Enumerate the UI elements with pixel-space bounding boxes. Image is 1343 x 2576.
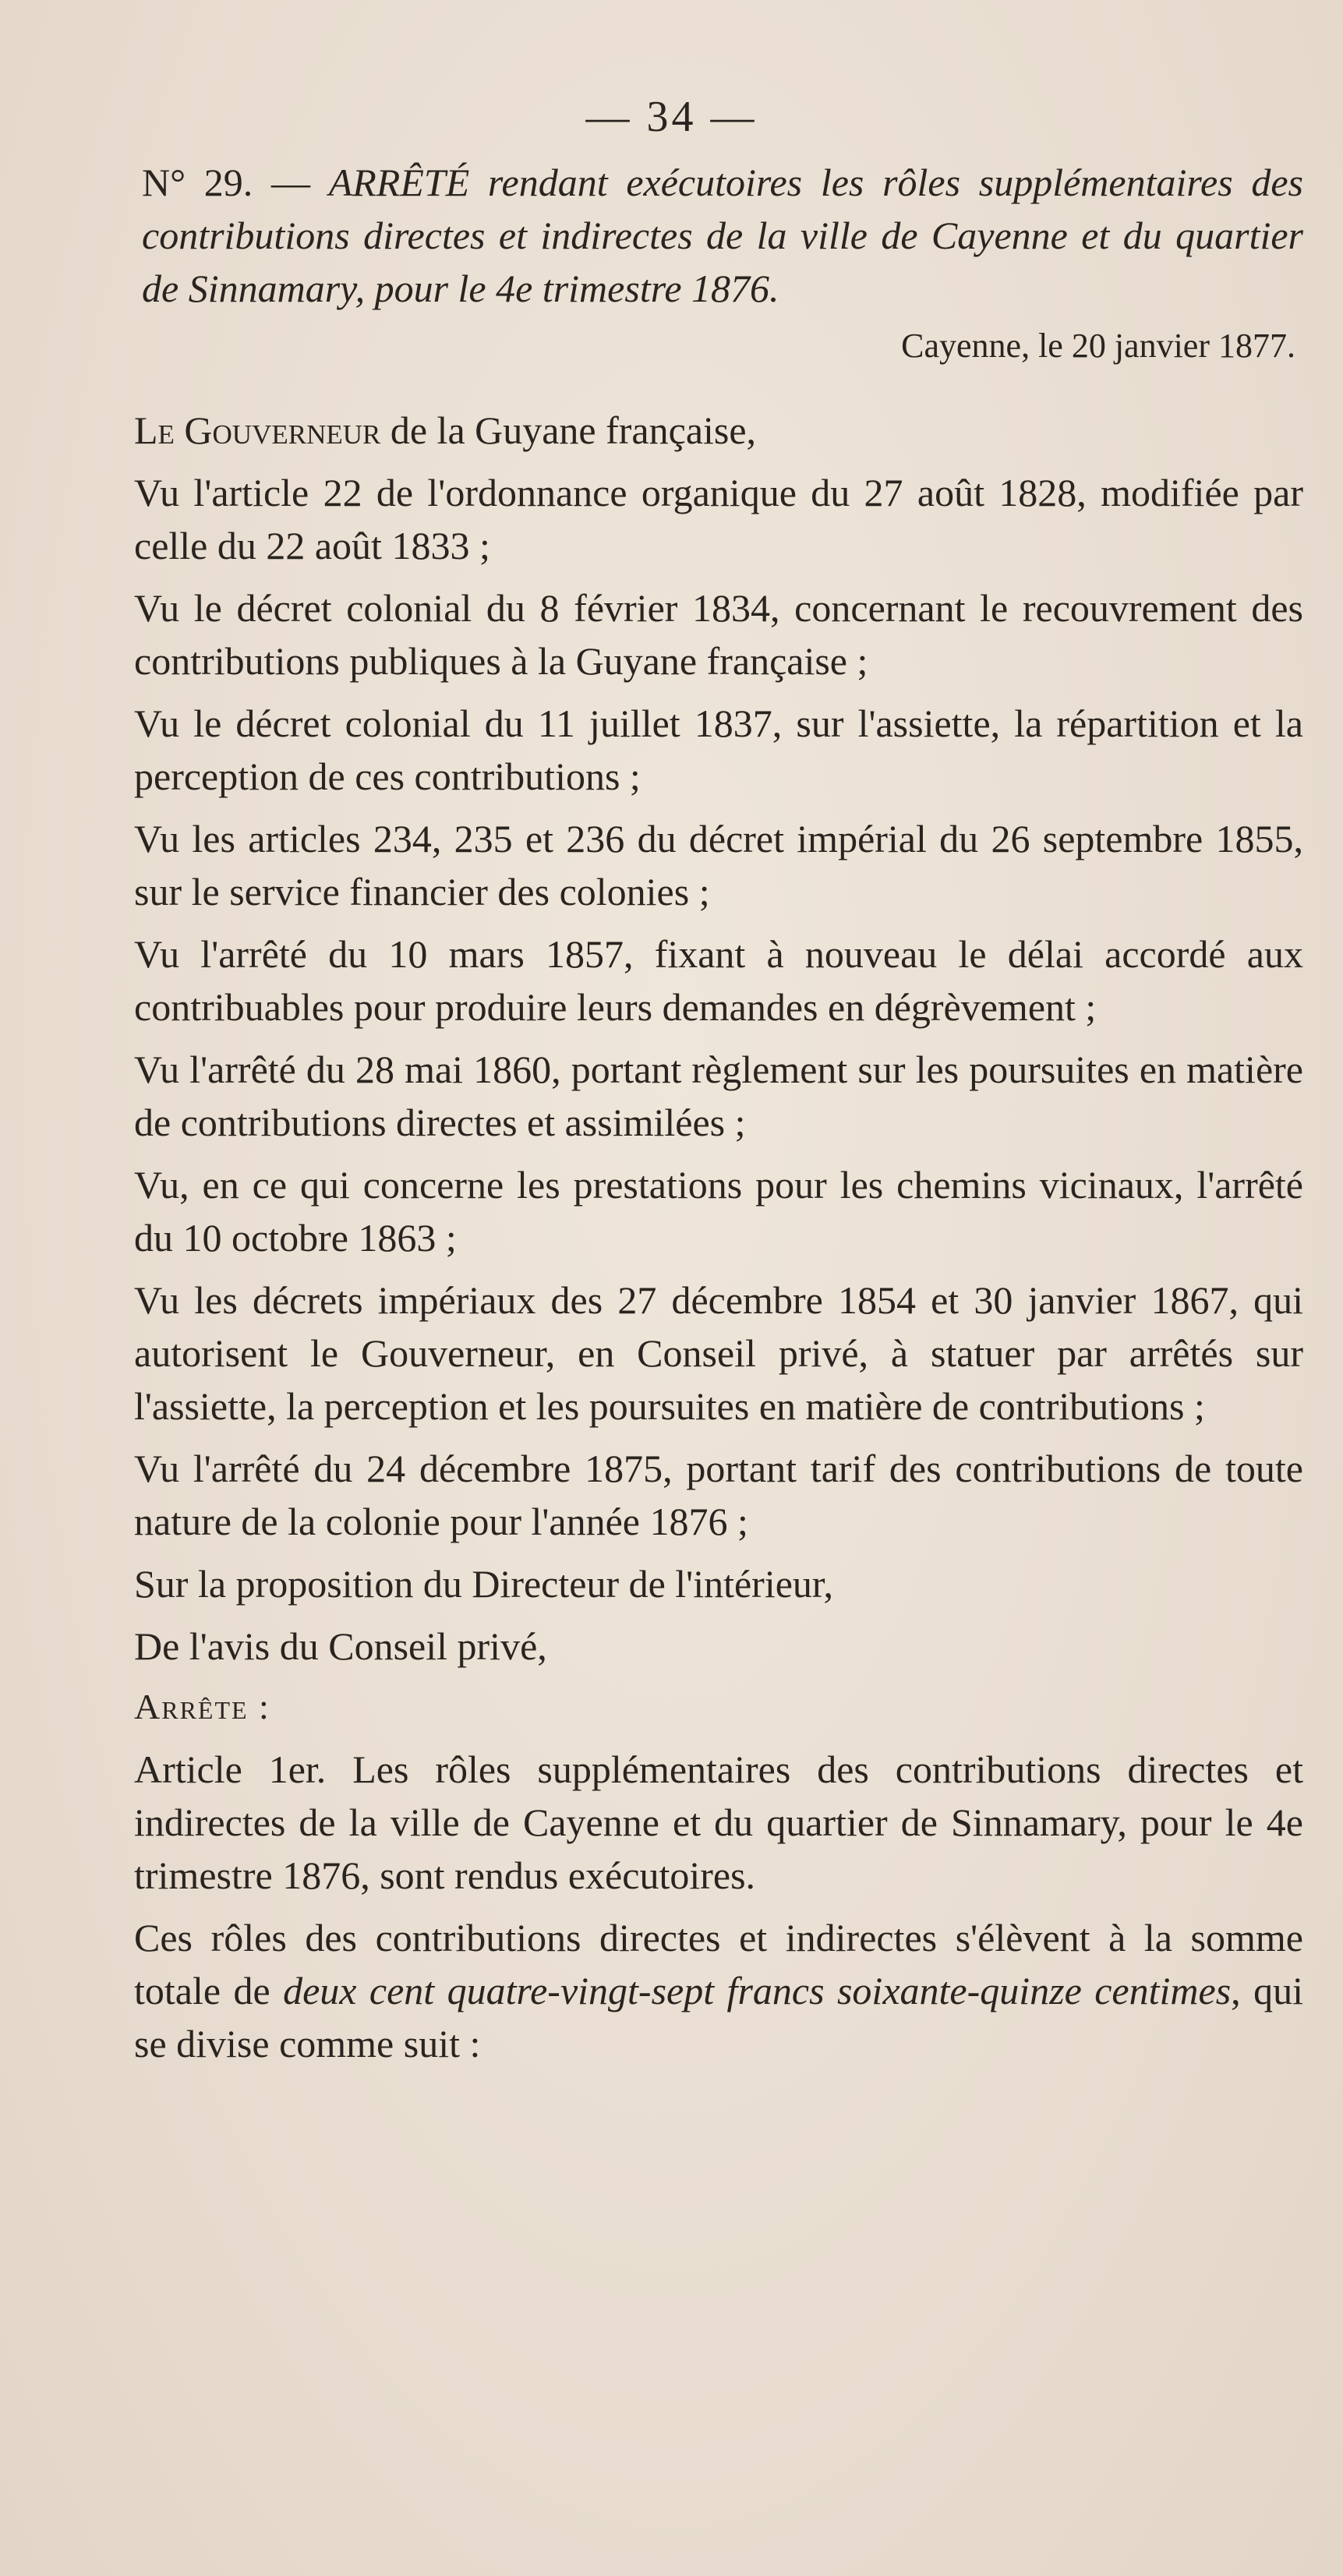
council-line: De l'avis du Conseil privé, — [134, 1624, 547, 1668]
decree-number: N° 29. — [142, 161, 253, 204]
text-body — [134, 156, 1303, 2070]
intro-lead: Le Gouverneur — [134, 408, 381, 452]
visa-paragraph: Vu l'arrêté du 24 décembre 1875, portant tarif des contributions de toute nature de la colonie pour l'année 1876 ; — [134, 1447, 1303, 1543]
intro-line — [134, 404, 1303, 457]
arrete-label: Arrête : — [134, 1687, 270, 1726]
visa-paragraph: Vu l'arrêté du 28 mai 1860, portant règlement sur les poursuites en matière de contributions directes et assimilées ; — [134, 1048, 1303, 1144]
visa-paragraph: Vu, en ce qui concerne les prestations pour les chemins vicinaux, l'arrêté du 10 octobre 1863 ; — [134, 1163, 1303, 1260]
visa-paragraph: Vu les décrets impériaux des 27 décembre 1854 et 30 janvier 1867, qui autorisent le Gouverneur, en Conseil privé, à statuer par arrêtés sur l'assiette, la perception et les poursuites en matière de contributions ; — [134, 1278, 1303, 1428]
total-start: Ces rôles des contributions directes et indirectes s'élèvent à la somme totale de — [134, 1916, 1303, 2012]
page-number: — 34 — — [585, 93, 758, 141]
heading-dash: — — [271, 161, 311, 204]
total-end: , qui se divise comme suit : — [134, 1969, 1303, 2065]
article-1-text: Les rôles supplémentaires des contributions directes et indirectes de la ville de Cayenne et du quartier de Sinnamary, pour le 4e trimestre 1876, sont rendus exécutoires. — [134, 1747, 1303, 1897]
visa-paragraph: Vu l'arrêté du 10 mars 1857, fixant à nouveau le délai accordé aux contribuables pour produire leurs demandes en dégrèvement ; — [134, 932, 1303, 1029]
visa-paragraph: Vu les articles 234, 235 et 236 du décret impérial du 26 septembre 1855, sur le service financier des colonies ; — [134, 817, 1303, 913]
visa-paragraph: Vu le décret colonial du 8 février 1834, concernant le recouvrement des contributions publiques à la Guyane française ; — [134, 586, 1303, 683]
total-paragraph — [134, 1911, 1303, 2070]
decree-title: ARRÊTÉ rendant exécutoires les rôles supplémentaires des contributions directes et indirectes de la ville de Cayenne et du quartier de Sinnamary, pour le 4e trimestre 1876. — [142, 161, 1303, 310]
total-amount: deux cent quatre-vingt-sept francs soixante-quinze centimes — [283, 1969, 1232, 2012]
proposal-line: Sur la proposition du Directeur de l'intérieur, — [134, 1562, 834, 1606]
visa-paragraph: Vu le décret colonial du 11 juillet 1837, sur l'assiette, la répartition et la perception de ces contributions ; — [134, 701, 1303, 798]
visa-paragraph: Vu l'article 22 de l'ordonnance organique du 27 août 1828, modifiée par celle du 22 août 1833 ; — [134, 471, 1303, 567]
decree-heading — [134, 156, 1303, 315]
intro-rest: de la Guyane française, — [380, 408, 757, 452]
dateline: Cayenne, le 20 janvier 1877. — [901, 327, 1295, 365]
article-1 — [134, 1743, 1303, 1902]
article-1-label: Article 1er. — [134, 1747, 327, 1791]
